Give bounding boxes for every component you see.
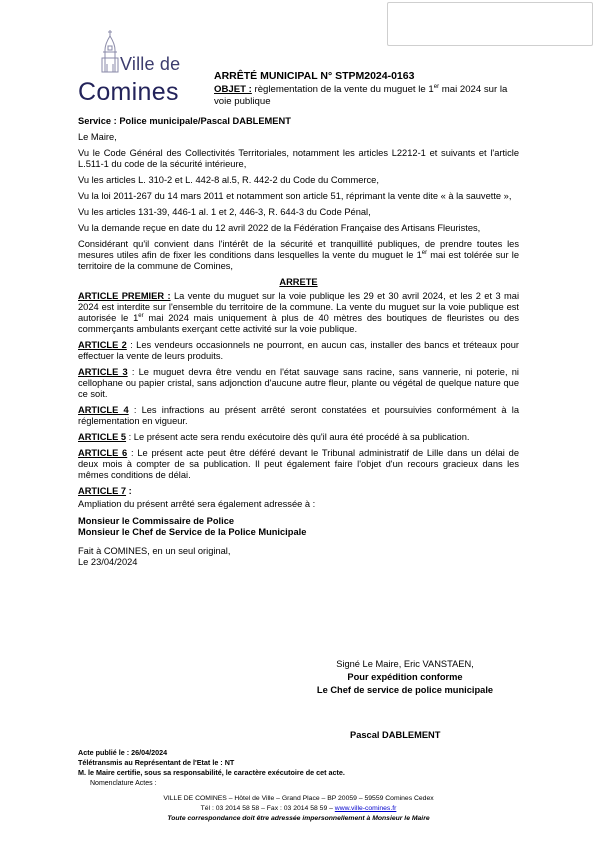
destinataire-1: Monsieur le Commissaire de Police bbox=[78, 516, 235, 526]
ampliation: Ampliation du présent arrêté sera également adressée à : bbox=[78, 499, 316, 509]
stamp-box bbox=[387, 2, 593, 46]
article-7: ARTICLE 7 : bbox=[78, 486, 132, 496]
footer-address bbox=[78, 794, 519, 824]
document-body bbox=[78, 116, 519, 573]
expedition-line: Pour expédition conforme bbox=[347, 672, 463, 682]
correspondance-line: Toute correspondance doit être adressée impersonnellement à Monsieur le Maire bbox=[167, 815, 430, 822]
contact-line: Tél : 03 2014 58 58 – Fax : 03 2014 58 59 – www.ville-comines.fr bbox=[200, 805, 397, 812]
le-maire: Le Maire, bbox=[78, 132, 117, 142]
date: Le 23/04/2024 bbox=[78, 557, 138, 567]
objet-label: OBJET : bbox=[214, 84, 252, 95]
nomenclature: Nomenclature Actes : bbox=[90, 780, 157, 787]
objet-line: OBJET : règlementation de la vente du muguet le 1er mai 2024 sur la voie publique bbox=[214, 83, 508, 107]
article-1: ARTICLE PREMIER : La vente du muguet sur la voie publique les 29 et 30 avril 2024, et les 2 et 3 mai 2024 est interdite sur l'ensemble du territoire de la commune. La vente du muguet sur la voie publique est autorisée le 1er mai 2024 mais uniquement à plus de 40 mètres des boutiques de fleuristes ou des commerçants ambulants exerçant cette activité sur la voie publique. bbox=[78, 291, 520, 334]
vu-2: Vu les articles L. 310-2 et L. 442-8 al.5, R. 442-2 du Code du Commerce, bbox=[78, 175, 379, 185]
website-link[interactable]: www.ville-comines.fr bbox=[334, 805, 397, 812]
footer-meta bbox=[78, 748, 345, 778]
address-line: VILLE DE COMINES – Hôtel de Ville – Grand Place – BP 20059 – 59559 Comines Cedex bbox=[163, 795, 434, 802]
document-title: ARRÊTÉ MUNICIPAL N° STPM2024-0163 bbox=[214, 70, 415, 82]
signe-line: Signé Le Maire, Eric VANSTAEN, bbox=[336, 659, 474, 669]
article-3: ARTICLE 3 : Le muguet devra être vendu en l'état sauvage sans racine, sans vannerie, ni poterie, ni cellophane ou papier cristal, sans adjonction d'aucune autre fleur, plante ou végétal de quelque nature que ce soit. bbox=[78, 367, 519, 399]
article-6: ARTICLE 6 : Le présent acte peut être déféré devant le Tribunal administratif de Lille dans un délai de deux mois à compter de sa publication. Il peut également faire l'objet d'un recours gracieux dans les mêmes conditions de délai. bbox=[78, 448, 519, 480]
article-5: ARTICLE 5 : Le présent acte sera rendu exécutoire dès qu'il aura été procédé à sa publication. bbox=[78, 432, 470, 442]
fait-a: Fait à COMINES, en un seul original, bbox=[78, 546, 231, 556]
article-2: ARTICLE 2 : Les vendeurs occasionnels ne pourront, en aucun cas, installer des bancs et tréteaux pour effectuer la vente de leurs produits. bbox=[78, 340, 519, 361]
vu-4: Vu les articles 131-39, 446-1 al. 1 et 2, 446-3, R. 644-3 du Code Pénal, bbox=[78, 207, 371, 217]
article-4: ARTICLE 4 : Les infractions au présent arrêté seront constatées et poursuivies conformément à la réglementation en vigueur. bbox=[78, 405, 519, 426]
service-line: Service : Police municipale/Pascal DABLEMENT bbox=[78, 116, 291, 126]
vu-5: Vu la demande reçue en date du 12 avril 2022 de la Fédération Française des Artisans Fleuristes, bbox=[78, 223, 481, 233]
vu-3: Vu la loi 2011-267 du 14 mars 2011 et notamment son article 51, réprimant la vente dite « à la sauvette », bbox=[78, 191, 512, 201]
logo-text-comines: Comines bbox=[78, 78, 179, 106]
logo-text-ville-de: Ville de bbox=[120, 54, 181, 74]
chef-service-line: Le Chef de service de police municipale bbox=[316, 685, 494, 695]
vu-1: Vu le Code Général des Collectivités Territoriales, notamment les articles L2212-1 et suivants et l'article L.511-1 du code de la sécurité intérieure, bbox=[78, 148, 519, 169]
teletransmis: Télétransmis au Représentant de l'Etat le : NT bbox=[78, 758, 235, 767]
certification: M. le Maire certifie, sous sa responsabilité, le caractère exécutoire de cet acte. bbox=[78, 768, 345, 777]
arrete-heading: ARRETE bbox=[279, 277, 318, 287]
signature-block bbox=[290, 658, 520, 697]
signatory-name: Pascal DABLEMENT bbox=[350, 730, 441, 740]
acte-publie: Acte publié le : 26/04/2024 bbox=[78, 748, 168, 757]
considerant: Considérant qu'il convient dans l'intérêt de la sécurité et tranquillité publiques, de prendre toutes les mesures utiles afin de fixer les conditions dans lesquelles la vente du muguet le 1er mai est tolérée sur le territoire de la commune de Comines, bbox=[78, 239, 519, 271]
destinataire-2: Monsieur le Chef de Service de la Police Municipale bbox=[78, 527, 307, 537]
